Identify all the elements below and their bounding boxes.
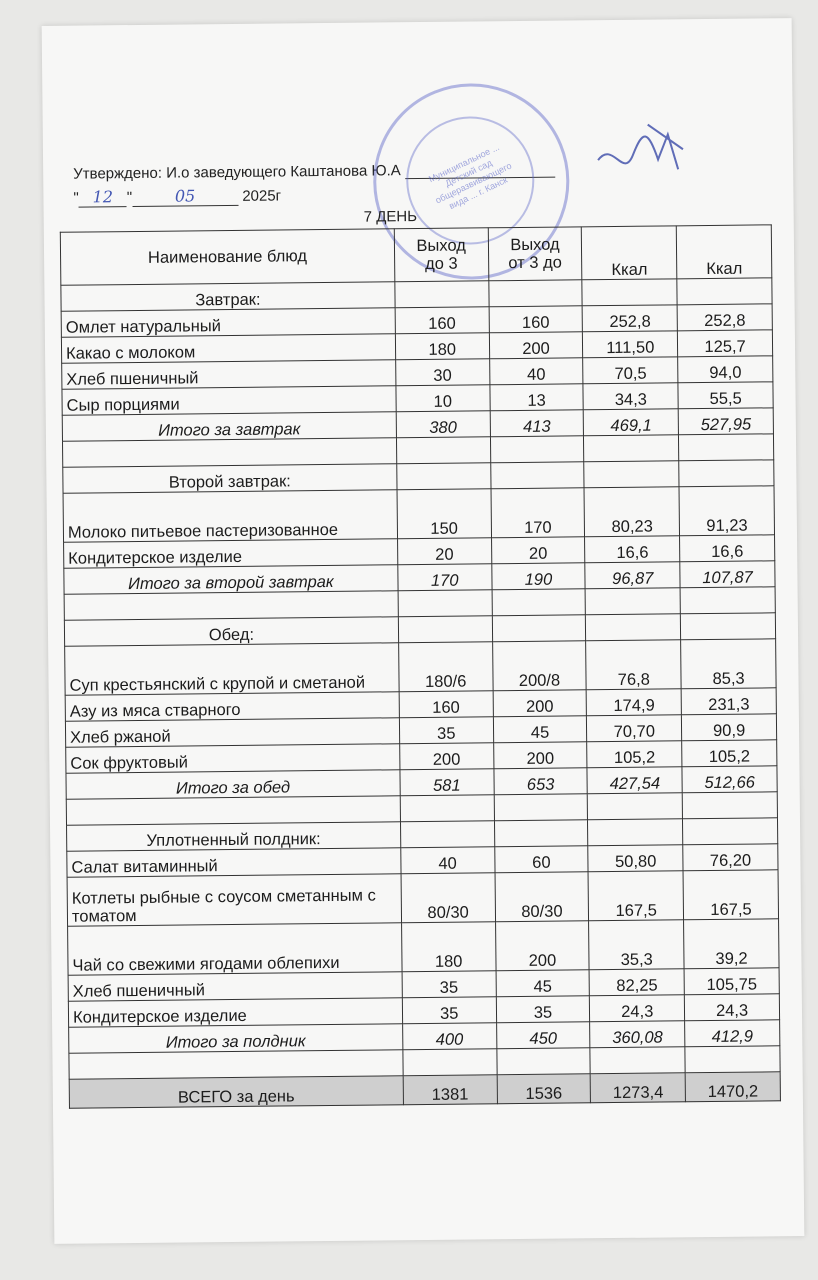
dish-name-cell: Сыр порциями — [62, 386, 396, 415]
kcal-1-cell: 50,80 — [588, 845, 683, 872]
output-under-3-cell: 380 — [396, 411, 490, 438]
date-day: 12 — [79, 187, 127, 208]
dish-name-cell: Хлеб пшеничный — [68, 972, 402, 1001]
dish-name-cell: Уплотненный полдник: — [67, 822, 401, 851]
dish-name-cell: Обед: — [64, 617, 398, 646]
output-over-3-cell: 170 — [491, 488, 585, 538]
column-header-output-1 — [394, 228, 488, 282]
output-under-3-cell: 160 — [399, 691, 493, 718]
output-over-3-cell: 1536 — [497, 1074, 591, 1104]
output-over-3-cell — [494, 820, 588, 847]
output-under-3-cell: 150 — [397, 489, 491, 539]
signature-scribble — [588, 119, 699, 190]
dish-name-cell — [66, 796, 400, 825]
dish-name-cell: Кондитерское изделие — [68, 998, 402, 1027]
table-header-row — [60, 225, 772, 285]
output-over-3-cell — [492, 615, 586, 642]
kcal-2-cell: 105,75 — [684, 968, 779, 995]
table-row — [63, 486, 774, 542]
kcal-2-cell: 24,3 — [684, 994, 779, 1021]
kcal-1-cell: 1273,4 — [591, 1073, 686, 1103]
dish-name-cell — [64, 591, 398, 620]
kcal-2-cell: 1470,2 — [685, 1072, 780, 1102]
grand-total-row — [69, 1072, 780, 1108]
output-under-3-cell: 400 — [402, 1023, 496, 1050]
dish-name-cell: Итого за обед — [66, 770, 400, 799]
kcal-1-cell: 111,50 — [583, 331, 678, 358]
kcal-1-cell — [588, 819, 683, 846]
kcal-1-cell: 16,6 — [585, 536, 680, 563]
output-over-3-cell — [490, 462, 584, 489]
header-text: до 3 — [424, 254, 458, 273]
approval-date — [73, 185, 281, 207]
table-row — [65, 639, 776, 695]
kcal-2-cell: 527,95 — [678, 408, 773, 435]
approval-text: Утверждено: И.о заведующего Каштанова Ю.А — [73, 162, 401, 183]
output-under-3-cell: 80/30 — [401, 873, 495, 923]
output-under-3-cell — [398, 590, 492, 617]
output-under-3-cell: 180 — [401, 922, 495, 972]
output-over-3-cell — [488, 280, 582, 307]
dish-name-cell: Чай со свежими ягодами облепихи — [68, 923, 402, 975]
kcal-2-cell: 107,87 — [680, 561, 775, 588]
output-over-3-cell — [494, 794, 588, 821]
kcal-2-cell: 105,2 — [682, 740, 777, 767]
output-over-3-cell: 35 — [496, 996, 590, 1023]
output-over-3-cell — [496, 1048, 590, 1075]
kcal-2-cell: 16,6 — [680, 535, 775, 562]
kcal-1-cell — [582, 279, 677, 306]
output-under-3-cell: 160 — [395, 307, 489, 334]
menu-sheet — [42, 18, 805, 1244]
kcal-1-cell: 35,3 — [589, 920, 684, 970]
dish-name-cell: Котлеты рыбные с соусом сметанным с томатом — [67, 874, 401, 926]
kcal-1-cell: 427,54 — [587, 767, 682, 794]
kcal-1-cell: 105,2 — [587, 741, 682, 768]
output-over-3-cell: 40 — [489, 358, 583, 385]
output-under-3-cell — [397, 463, 491, 490]
output-under-3-cell: 20 — [397, 538, 491, 565]
header-text: Выход — [510, 235, 560, 255]
kcal-2-cell: 91,23 — [679, 486, 774, 536]
kcal-2-cell: 125,7 — [678, 330, 773, 357]
kcal-2-cell: 94,0 — [678, 356, 773, 383]
kcal-1-cell: 34,3 — [583, 383, 678, 410]
date-quote: " — [73, 189, 79, 207]
output-under-3-cell: 35 — [399, 717, 493, 744]
menu-table — [60, 224, 781, 1108]
dish-name-cell — [69, 1050, 403, 1079]
output-under-3-cell — [395, 281, 489, 308]
kcal-2-cell: 90,9 — [682, 714, 777, 741]
kcal-1-cell: 82,25 — [589, 969, 684, 996]
output-under-3-cell: 581 — [400, 769, 494, 796]
dish-name-cell: Завтрак: — [61, 282, 395, 311]
output-over-3-cell: 450 — [496, 1022, 590, 1049]
kcal-1-cell: 80,23 — [584, 487, 679, 537]
dish-name-cell — [62, 438, 396, 467]
dish-name-cell: Салат витаминный — [67, 848, 401, 877]
kcal-1-cell: 469,1 — [584, 409, 679, 436]
output-under-3-cell — [398, 616, 492, 643]
kcal-1-cell — [584, 461, 679, 488]
header-text: от 3 до — [508, 253, 562, 273]
approval-line — [73, 161, 555, 183]
output-under-3-cell: 10 — [396, 385, 490, 412]
date-year: 2025г — [242, 187, 282, 205]
output-under-3-cell: 180 — [395, 333, 489, 360]
output-over-3-cell: 80/30 — [495, 872, 589, 922]
kcal-2-cell — [683, 818, 778, 845]
dish-name-cell: Сок фруктовый — [66, 744, 400, 773]
output-over-3-cell: 45 — [496, 970, 590, 997]
kcal-2-cell — [682, 792, 777, 819]
output-under-3-cell: 40 — [401, 847, 495, 874]
kcal-2-cell: 167,5 — [683, 870, 778, 920]
output-over-3-cell: 413 — [490, 410, 584, 437]
output-over-3-cell — [492, 589, 586, 616]
output-under-3-cell: 35 — [402, 997, 496, 1024]
dish-name-cell: Хлеб пшеничный — [62, 360, 396, 389]
output-over-3-cell: 200/8 — [492, 641, 586, 691]
stamp-text: Муниципальное ... Детский сад общеразвивающего вида ... г. Канск — [426, 141, 514, 212]
dish-name-cell: Кондитерское изделие — [64, 539, 398, 568]
signature-line — [405, 163, 555, 180]
dish-name-cell: Итого за второй завтрак — [64, 565, 398, 594]
dish-name-cell: Молоко питьевое пастеризованное — [63, 490, 397, 542]
kcal-1-cell: 96,87 — [585, 562, 680, 589]
output-over-3-cell: 160 — [489, 306, 583, 333]
output-under-3-cell: 170 — [398, 564, 492, 591]
dish-name-cell: Азу из мяса стварного — [65, 692, 399, 721]
kcal-1-cell: 70,5 — [583, 357, 678, 384]
kcal-2-cell: 231,3 — [681, 688, 776, 715]
kcal-2-cell — [685, 1046, 780, 1073]
kcal-1-cell: 24,3 — [590, 995, 685, 1022]
column-header-output-2 — [488, 227, 582, 281]
date-month: 05 — [132, 186, 238, 207]
kcal-1-cell — [590, 1047, 685, 1074]
column-header-name: Наименование блюд — [60, 229, 394, 285]
dish-name-cell: Суп крестьянский с крупой и сметаной — [65, 643, 399, 695]
dish-name-cell: Второй завтрак: — [63, 464, 397, 493]
stamp-inner-ring — [406, 116, 535, 245]
dish-name-cell: Итого за полдник — [69, 1024, 403, 1053]
kcal-2-cell: 76,20 — [683, 844, 778, 871]
output-over-3-cell: 190 — [491, 563, 585, 590]
output-under-3-cell: 180/6 — [398, 642, 492, 692]
dish-name-cell: Итого за завтрак — [62, 412, 396, 441]
kcal-2-cell — [679, 434, 774, 461]
output-under-3-cell — [403, 1049, 497, 1076]
kcal-1-cell: 360,08 — [590, 1021, 685, 1048]
output-under-3-cell: 30 — [395, 359, 489, 386]
kcal-2-cell — [681, 613, 776, 640]
kcal-1-cell — [586, 614, 681, 641]
kcal-1-cell: 70,70 — [587, 715, 682, 742]
output-under-3-cell — [396, 437, 490, 464]
kcal-2-cell: 85,3 — [681, 639, 776, 689]
output-under-3-cell: 1381 — [403, 1075, 497, 1105]
output-over-3-cell: 20 — [491, 537, 585, 564]
kcal-2-cell: 412,9 — [685, 1020, 780, 1047]
kcal-1-cell: 167,5 — [588, 871, 683, 921]
dish-name-cell: Какао с молоком — [61, 334, 395, 363]
output-over-3-cell — [490, 436, 584, 463]
kcal-2-cell: 39,2 — [684, 919, 779, 969]
column-header-kcal-1: Ккал — [582, 226, 677, 280]
output-over-3-cell: 200 — [493, 742, 587, 769]
output-over-3-cell: 200 — [489, 332, 583, 359]
header-text: Выход — [416, 236, 466, 256]
output-over-3-cell: 13 — [490, 384, 584, 411]
output-under-3-cell: 200 — [399, 743, 493, 770]
kcal-1-cell: 174,9 — [586, 689, 681, 716]
kcal-2-cell — [677, 278, 772, 305]
day-title: 7 ДЕНЬ — [363, 208, 418, 226]
table-row — [67, 870, 778, 926]
kcal-2-cell: 55,5 — [678, 382, 773, 409]
kcal-2-cell: 252,8 — [677, 304, 772, 331]
kcal-1-cell: 252,8 — [582, 305, 677, 332]
output-over-3-cell: 653 — [494, 768, 588, 795]
output-over-3-cell: 200 — [493, 690, 587, 717]
date-quote: " — [126, 189, 133, 207]
dish-name-cell: Омлет натуральный — [61, 308, 395, 337]
output-over-3-cell: 45 — [493, 716, 587, 743]
output-over-3-cell: 60 — [494, 846, 588, 873]
kcal-2-cell — [679, 460, 774, 487]
kcal-1-cell: 76,8 — [586, 640, 681, 690]
kcal-1-cell — [588, 793, 683, 820]
table-row — [68, 919, 779, 975]
dish-name-cell: ВСЕГО за день — [69, 1076, 403, 1108]
output-over-3-cell: 200 — [495, 921, 589, 971]
output-under-3-cell: 35 — [402, 971, 496, 998]
kcal-2-cell: 512,66 — [682, 766, 777, 793]
kcal-2-cell — [680, 587, 775, 614]
kcal-1-cell — [584, 435, 679, 462]
column-header-kcal-2: Ккал — [676, 225, 771, 279]
dish-name-cell: Хлеб ржаной — [65, 718, 399, 747]
output-under-3-cell — [400, 795, 494, 822]
kcal-1-cell — [585, 588, 680, 615]
output-under-3-cell — [400, 821, 494, 848]
